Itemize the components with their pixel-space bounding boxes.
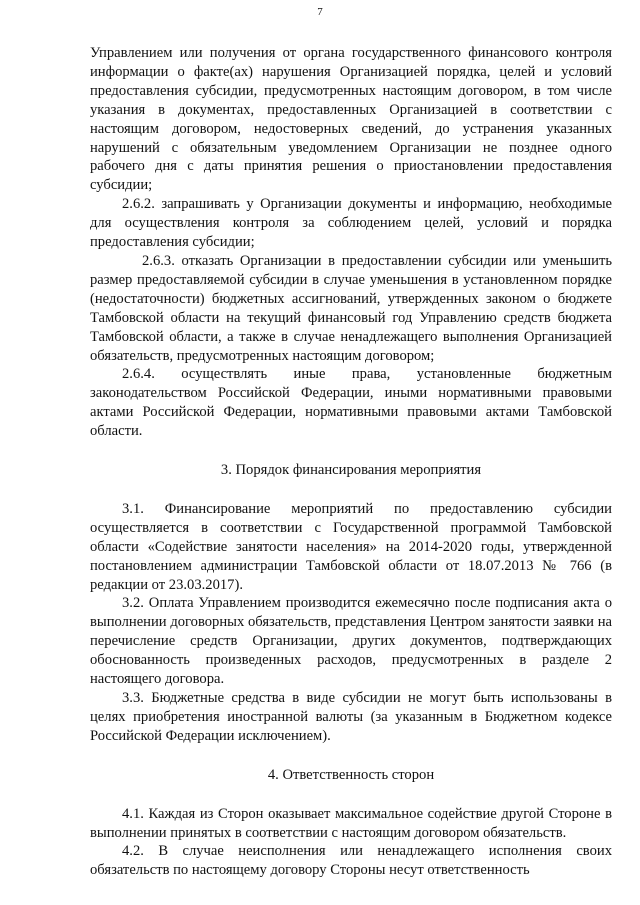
paragraph-4-1: 4.1. Каждая из Сторон оказывает максимальное содействие другой Стороне в выполнении принятых в соответствии с настоящим договором обязательств. (90, 805, 612, 841)
paragraph-2-6-2: 2.6.2. запрашивать у Организации документы и информацию, необходимые для осуществления контроля за соблюдением целей, условий и порядка предоставления субсидии; (90, 196, 612, 251)
paragraph-2-6-4: 2.6.4. осуществлять иные права, установленные бюджетным законодательством Российской Федерации, иными нормативными правовыми актами Российской Федерации, нормативными правовыми актами Тамбовской области. (90, 366, 612, 440)
paragraph-2-6-3: 2.6.3. отказать Организации в предоставлении субсидии или уменьшить размер предоставляемой субсидии в случае уменьшения в установленном порядке (недостаточности) бюджетных ассигнований, утвержденных законом о бюджете Тамбовской области на текущий финансовый год Управлению средств бюджета Тамбовской области, а также в случае ненадлежащего выполнения Организацией обязательств, предусмотренных настоящим договором; (90, 252, 612, 364)
paragraph-3-3: 3.3. Бюджетные средства в виде субсидии не могут быть использованы в целях приобретения иностранной валюты (за указанным в Бюджетном кодексе Российской Федерации исключением). (90, 690, 612, 744)
document-body (90, 44, 612, 880)
paragraph-2-6-1-continuation: Управлением или получения от органа государственного финансового контроля информации о факте(ах) нарушения Организацией порядка, целей и условий предоставления субсидии, предусмотренных настоящим договором, в том числе указания в документах, предоставленных Организацией в соответствии с настоящим договором, недостоверных сведений, до устранения указанных нарушений с обязательным уведомлением Организации не позднее одного рабочего дня с даты принятия решения о приостановлении предоставления субсидии; (90, 45, 612, 194)
paragraph-4-2: 4.2. В случае неисполнения или ненадлежащего исполнения своих обязательств по настоящему договору Стороны несут ответственность (90, 843, 612, 879)
section-3-heading: 3. Порядок финансирования мероприятия (220, 462, 482, 479)
page-number: 7 (317, 6, 323, 18)
paragraph-3-2: 3.2. Оплата Управлением производится ежемесячно после подписания акта о выполнении договорных обязательств, представления Центром занятости заявки на перечисление средств Организации, других документов, подтверждающих обоснованность произведенных расходов, предусмотренных в разделе 2 настоящего договора. (90, 595, 612, 688)
paragraph-3-1: 3.1. Финансирование мероприятий по предоставлению субсидии осуществляется в соответствии с Государственной программой Тамбовской области «Содействие занятости населения» на 2014-2020 годы, утвержденной постановлением администрации Тамбовской области от 18.07.2013 № 766 (в редакции от 23.03.2017). (90, 500, 612, 593)
section-4-heading: 4. Ответственность сторон (267, 766, 435, 783)
